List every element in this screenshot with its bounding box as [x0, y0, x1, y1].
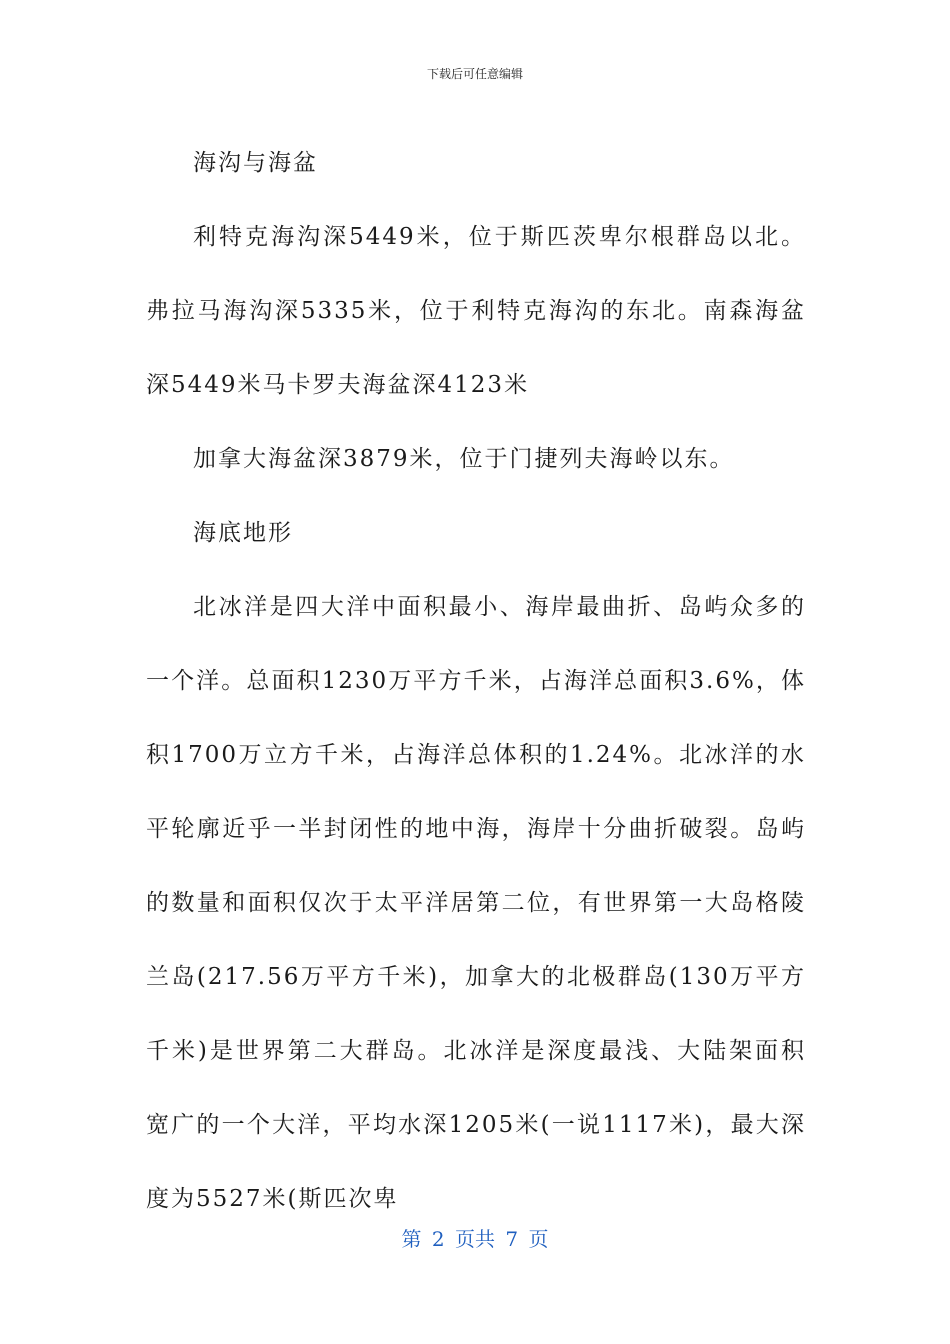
page-footer — [0, 1226, 950, 1252]
paragraph-arctic-ocean-overview: 北冰洋是四大洋中面积最小、海岸最曲折、岛屿众多的一个洋。总面积1230万平方千米，占海洋总面积3.6%，体积1700万立方千米，占海洋总体积的1.24%。北冰洋的水平轮廓近乎一半封闭性的地中海，海岸十分曲折破裂。岛屿的数量和面积仅次于太平洋居第二位，有世界第一大岛格陵兰岛(217.56万平方千米)，加拿大的北极群岛(130万平方千米)是世界第二大群岛。北冰洋是深度最浅、大陆架面积宽广的一个大洋，平均水深1205米(一说1117米)，最大深度为5527米(斯匹次卑 — [146, 594, 806, 1212]
page-header: 下载后可任意编辑 — [426, 67, 523, 81]
document-body — [146, 126, 806, 1236]
paragraph-canada-basin: 加拿大海盆深3879米，位于门捷列夫海岭以东。 — [193, 446, 735, 472]
footer-total-pages: 7 — [505, 1227, 519, 1251]
footer-prefix: 第 — [401, 1227, 422, 1251]
paragraph-trenches: 利特克海沟深5449米，位于斯匹茨卑尔根群岛以北。弗拉马海沟深5335米，位于利特克海沟的东北。南森海盆深5449米马卡罗夫海盆深4123米 — [146, 224, 806, 398]
footer-suffix: 页 — [528, 1227, 549, 1251]
footer-middle: 页共 — [455, 1227, 495, 1251]
section-heading-trenches-basins: 海沟与海盆 — [193, 150, 318, 176]
footer-page-number: 2 — [431, 1227, 445, 1251]
section-heading-seafloor-topography: 海底地形 — [193, 520, 293, 546]
